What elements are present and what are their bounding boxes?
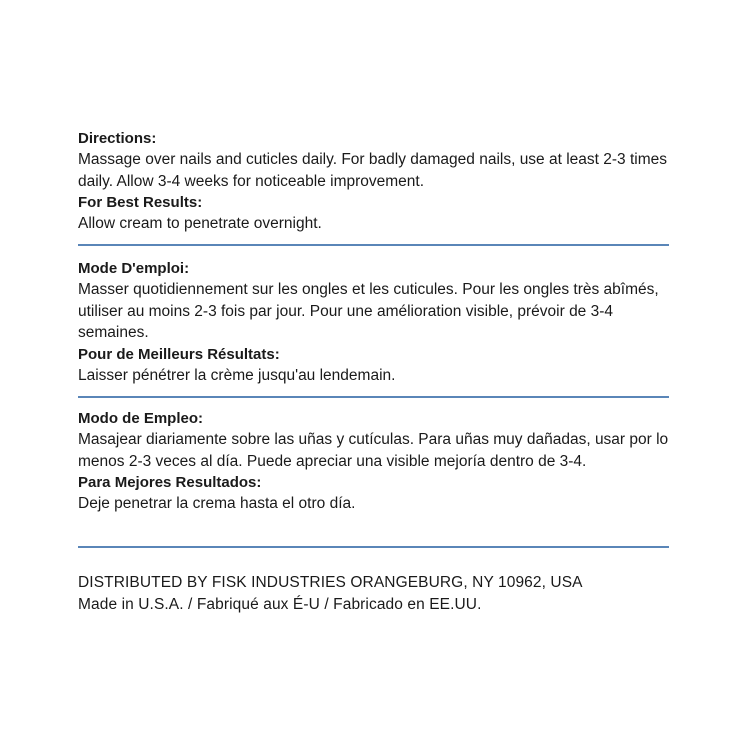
section-divider-1 [78,244,669,246]
directions-french [78,258,678,386]
modo-empleo-text: Masajear diariamente sobre las uñas y cutículas. Para uñas muy dañadas, usar por lo menos 2-3 veces al día. Puede apreciar una visible mejoría dentro de 3-4. [78,431,669,470]
section-divider-3 [78,546,669,548]
directions-spanish [78,408,678,515]
mejores-resultados-heading: Para Mejores Resultados: [78,474,262,491]
modo-empleo-heading: Modo de Empleo: [78,410,203,427]
directions-text: Massage over nails and cuticles daily. For badly damaged nails, use at least 2-3 times daily. Allow 3-4 weeks for noticeable improvement. [78,151,668,190]
mode-emploi-text: Masser quotidiennement sur les ongles et les cuticules. Pour les ongles très abîmés, utiliser au moins 2-3 fois par jour. Pour une amélioration visible, prévoir de 3-4 semaines. [78,281,659,341]
footer [78,572,678,615]
directions-heading: Directions: [78,130,157,147]
best-results-text: Allow cream to penetrate overnight. [78,215,322,232]
distributor-line: DISTRIBUTED BY FISK INDUSTRIES ORANGEBURG, NY 10962, USA [78,574,583,591]
meilleurs-resultats-heading: Pour de Meilleurs Résultats: [78,345,280,363]
meilleurs-resultats-text: Laisser pénétrer la crème jusqu'au lendemain. [78,366,396,384]
directions-english [78,128,678,235]
mode-emploi-heading: Mode D'emploi: [78,260,190,277]
section-divider-2 [78,396,669,398]
mejores-resultados-text: Deje penetrar la crema hasta el otro día. [78,495,356,512]
origin-line: Made in U.S.A. / Fabriqué aux É-U / Fabricado en EE.UU. [78,595,482,613]
best-results-heading: For Best Results: [78,194,203,211]
